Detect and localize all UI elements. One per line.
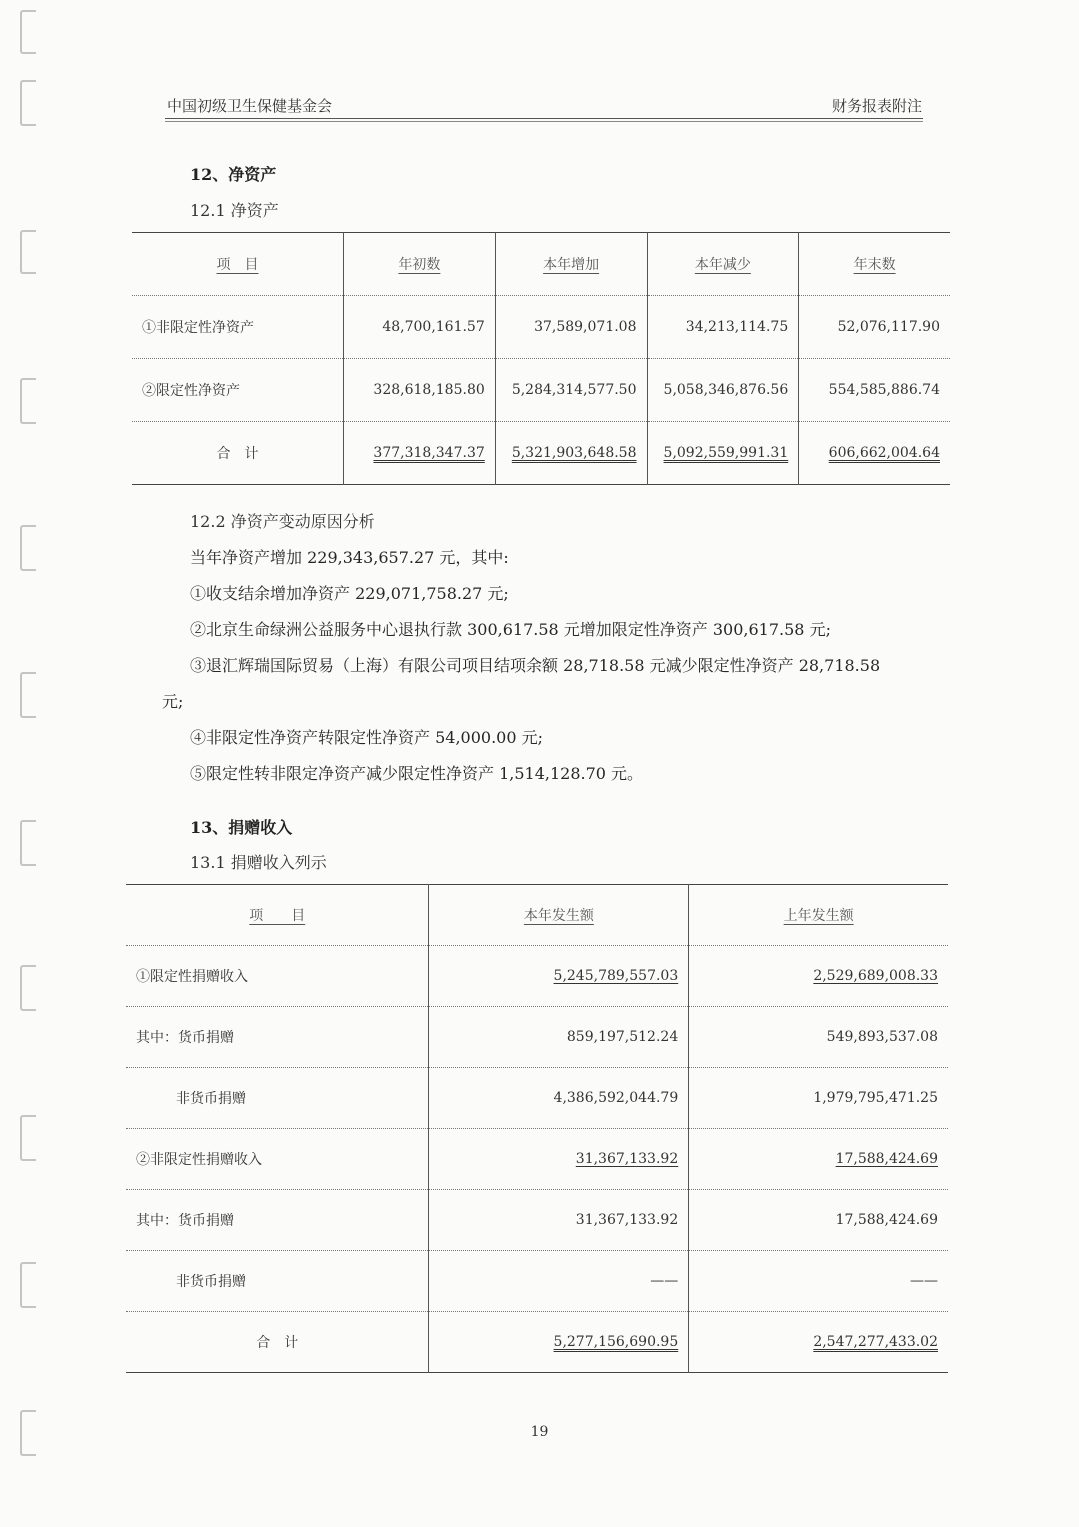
row-label: ②非限定性捐赠收入 [126, 1129, 429, 1190]
row-label: ②限定性净资产 [132, 359, 344, 422]
cell-value: 2,547,277,433.02 [813, 1334, 938, 1350]
row-label: 其中：货币捐赠 [126, 1007, 429, 1068]
column-header: 项 目 [216, 257, 259, 273]
cell-value: 5,245,789,557.03 [553, 968, 679, 984]
header-doc-type: 财务报表附注 [831, 97, 922, 115]
binder-mark [20, 80, 36, 126]
cell-value: 31,367,133.92 [575, 1151, 679, 1167]
paragraph-line: ①收支结余增加净资产 229,071,758.27 元; [190, 584, 509, 603]
binder-mark [20, 525, 36, 571]
binder-mark [20, 1262, 36, 1308]
table-row [126, 1007, 948, 1068]
header-rule-thin [165, 121, 923, 122]
table-row [126, 1129, 948, 1190]
donation-income-table [126, 884, 948, 1373]
cell-value: 554,585,886.74 [799, 359, 950, 422]
cell-value: 377,318,347.37 [373, 445, 485, 461]
binder-mark [20, 230, 36, 274]
paragraph-line: ④非限定性净资产转限定性净资产 54,000.00 元; [190, 728, 543, 747]
paragraph-line: ②北京生命绿洲公益服务中心退执行款 300,617.58 元增加限定性净资产 300,617.58 元; [190, 620, 831, 639]
column-header: 本年增加 [543, 257, 600, 273]
row-label: 非货币捐赠 [126, 1251, 429, 1312]
row-label: 非货币捐赠 [126, 1068, 429, 1129]
table-row [126, 1251, 948, 1312]
table-header-row [132, 233, 950, 296]
column-header: 上年发生额 [783, 908, 854, 924]
table-total-row [126, 1312, 948, 1373]
table-total-row [132, 422, 950, 485]
cell-value: 31,367,133.92 [429, 1190, 689, 1251]
binder-mark [20, 378, 36, 424]
binder-mark [20, 672, 36, 718]
paragraph-line: 当年净资产增加 229,343,657.27 元，其中: [190, 548, 509, 567]
cell-value: 34,213,114.75 [647, 296, 799, 359]
table-row [126, 1068, 948, 1129]
cell-value: 2,529,689,008.33 [813, 968, 938, 984]
binder-mark [20, 820, 36, 866]
cell-value: 52,076,117.90 [799, 296, 950, 359]
table-row [126, 1190, 948, 1251]
cell-value: 5,284,314,577.50 [495, 359, 647, 422]
cell-value: 606,662,004.64 [828, 445, 940, 461]
page-number: 19 [530, 1424, 549, 1440]
section-13-title: 13、捐赠收入 [190, 818, 293, 837]
paragraph-line: 元; [162, 692, 184, 711]
cell-value: 48,700,161.57 [344, 296, 496, 359]
table-row [132, 296, 950, 359]
net-assets-table [132, 232, 950, 485]
column-header: 本年发生额 [523, 908, 594, 924]
binder-mark [20, 10, 36, 54]
row-label: ①非限定性净资产 [132, 296, 344, 359]
section-12-2-subtitle: 12.2 净资产变动原因分析 [190, 512, 375, 531]
cell-value: 37,589,071.08 [495, 296, 647, 359]
column-header: 年末数 [853, 257, 896, 273]
header-rule [165, 118, 923, 119]
column-header: 项 目 [249, 908, 306, 924]
cell-value: 549,893,537.08 [689, 1007, 948, 1068]
cell-value: 5,092,559,991.31 [663, 445, 789, 461]
column-header: 本年减少 [694, 257, 751, 273]
cell-value: 328,618,185.80 [344, 359, 496, 422]
cell-value: 5,321,903,648.58 [511, 445, 637, 461]
section-12-1-subtitle: 12.1 净资产 [190, 201, 279, 220]
cell-value: 4,386,592,044.79 [429, 1068, 689, 1129]
table-header-row [126, 885, 948, 946]
cell-value: 1,979,795,471.25 [689, 1068, 948, 1129]
row-label: ①限定性捐赠收入 [126, 946, 429, 1007]
row-label: 其中：货币捐赠 [126, 1190, 429, 1251]
cell-value: 17,588,424.69 [835, 1151, 938, 1167]
paragraph-line: ③退汇辉瑞国际贸易（上海）有限公司项目结项余额 28,718.58 元减少限定性净资产 28,718.58 [190, 656, 881, 675]
cell-value: —— [689, 1251, 948, 1312]
row-label: 合 计 [256, 1335, 299, 1351]
table-row [132, 359, 950, 422]
cell-value: 859,197,512.24 [429, 1007, 689, 1068]
cell-value: 17,588,424.69 [689, 1190, 948, 1251]
binder-mark [20, 1115, 36, 1161]
header-org: 中国初级卫生保健基金会 [167, 97, 333, 115]
binder-mark [20, 965, 36, 1011]
paragraph-line: ⑤限定性转非限定净资产减少限定性净资产 1,514,128.70 元。 [190, 764, 644, 783]
cell-value: 5,058,346,876.56 [647, 359, 799, 422]
section-13-1-subtitle: 13.1 捐赠收入列示 [190, 853, 327, 872]
section-12-title: 12、净资产 [190, 165, 277, 184]
row-label: 合 计 [216, 446, 259, 462]
cell-value: 5,277,156,690.95 [553, 1334, 679, 1350]
cell-value: —— [429, 1251, 689, 1312]
table-row [126, 946, 948, 1007]
column-header: 年初数 [398, 257, 441, 273]
